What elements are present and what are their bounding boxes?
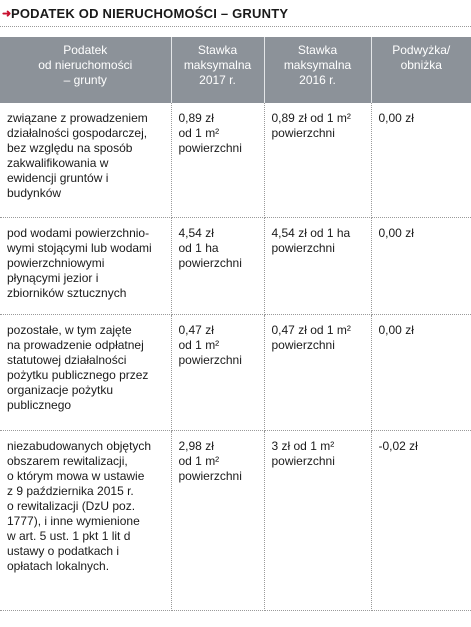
table-row (0, 217, 471, 314)
row-change: 0,00 zł (371, 217, 471, 314)
table-header-row (0, 37, 471, 103)
row-rate-2016: 4,54 zł od 1 ha powierzchni (264, 217, 371, 314)
header-rate-2017: Stawka maksymalna 2017 r. (171, 37, 264, 103)
row-rate-2017: 2,98 zł od 1 m² powierzchni (171, 430, 264, 610)
row-rate-2017: 4,54 zł od 1 ha powierzchni (171, 217, 264, 314)
table-row (0, 103, 471, 217)
row-rate-2016: 0,47 zł od 1 m² powierzchni (264, 314, 371, 430)
row-description: pod wodami powierzchnio- wymi stojącymi lub wodami powierzchniowymi płynącymi jezior i zbiorników sztucznych (0, 217, 171, 314)
title-divider (0, 26, 471, 30)
row-description: pozostałe, w tym zajęte na prowadzenie odpłatnej statutowej działalności pożytku publicznego przez organizacje pożytku publicznego (0, 314, 171, 430)
row-change: 0,00 zł (371, 103, 471, 217)
title-bar (0, 0, 471, 30)
row-rate-2016: 0,89 zł od 1 m² powierzchni (264, 103, 371, 217)
row-description: niezabudowanych objętych obszarem rewitalizacji, o którym mowa w ustawie z 9 października 2015 r. o rewitalizacji (DzU poz. 1777), i inne wymienione w art. 5 ust. 1 pkt 1 lit d ustawy o podatkach i opłatach lokalnych. (0, 430, 171, 610)
table-row (0, 430, 471, 610)
header-rate-2016: Stawka maksymalna 2016 r. (264, 37, 371, 103)
table-row (0, 314, 471, 430)
header-tax-type: Podatek od nieruchomości – grunty (0, 37, 171, 103)
row-change: 0,00 zł (371, 314, 471, 430)
page-title: PODATEK OD NIERUCHOMOŚCI – GRUNTY (11, 6, 289, 21)
row-change: -0,02 zł (371, 430, 471, 610)
row-rate-2017: 0,89 zł od 1 m² powierzchni (171, 103, 264, 217)
arrow-icon: ➜ (2, 8, 12, 20)
row-rate-2016: 3 zł od 1 m² powierzchni (264, 430, 371, 610)
row-description: związane z prowadzeniem działalności gospodarczej, bez względu na sposób zakwalifikowania w ewidencji gruntów i budynków (0, 103, 171, 217)
header-change: Podwyżka/ obniżka (371, 37, 471, 103)
tax-rates-table (0, 37, 471, 611)
row-rate-2017: 0,47 zł od 1 m² powierzchni (171, 314, 264, 430)
